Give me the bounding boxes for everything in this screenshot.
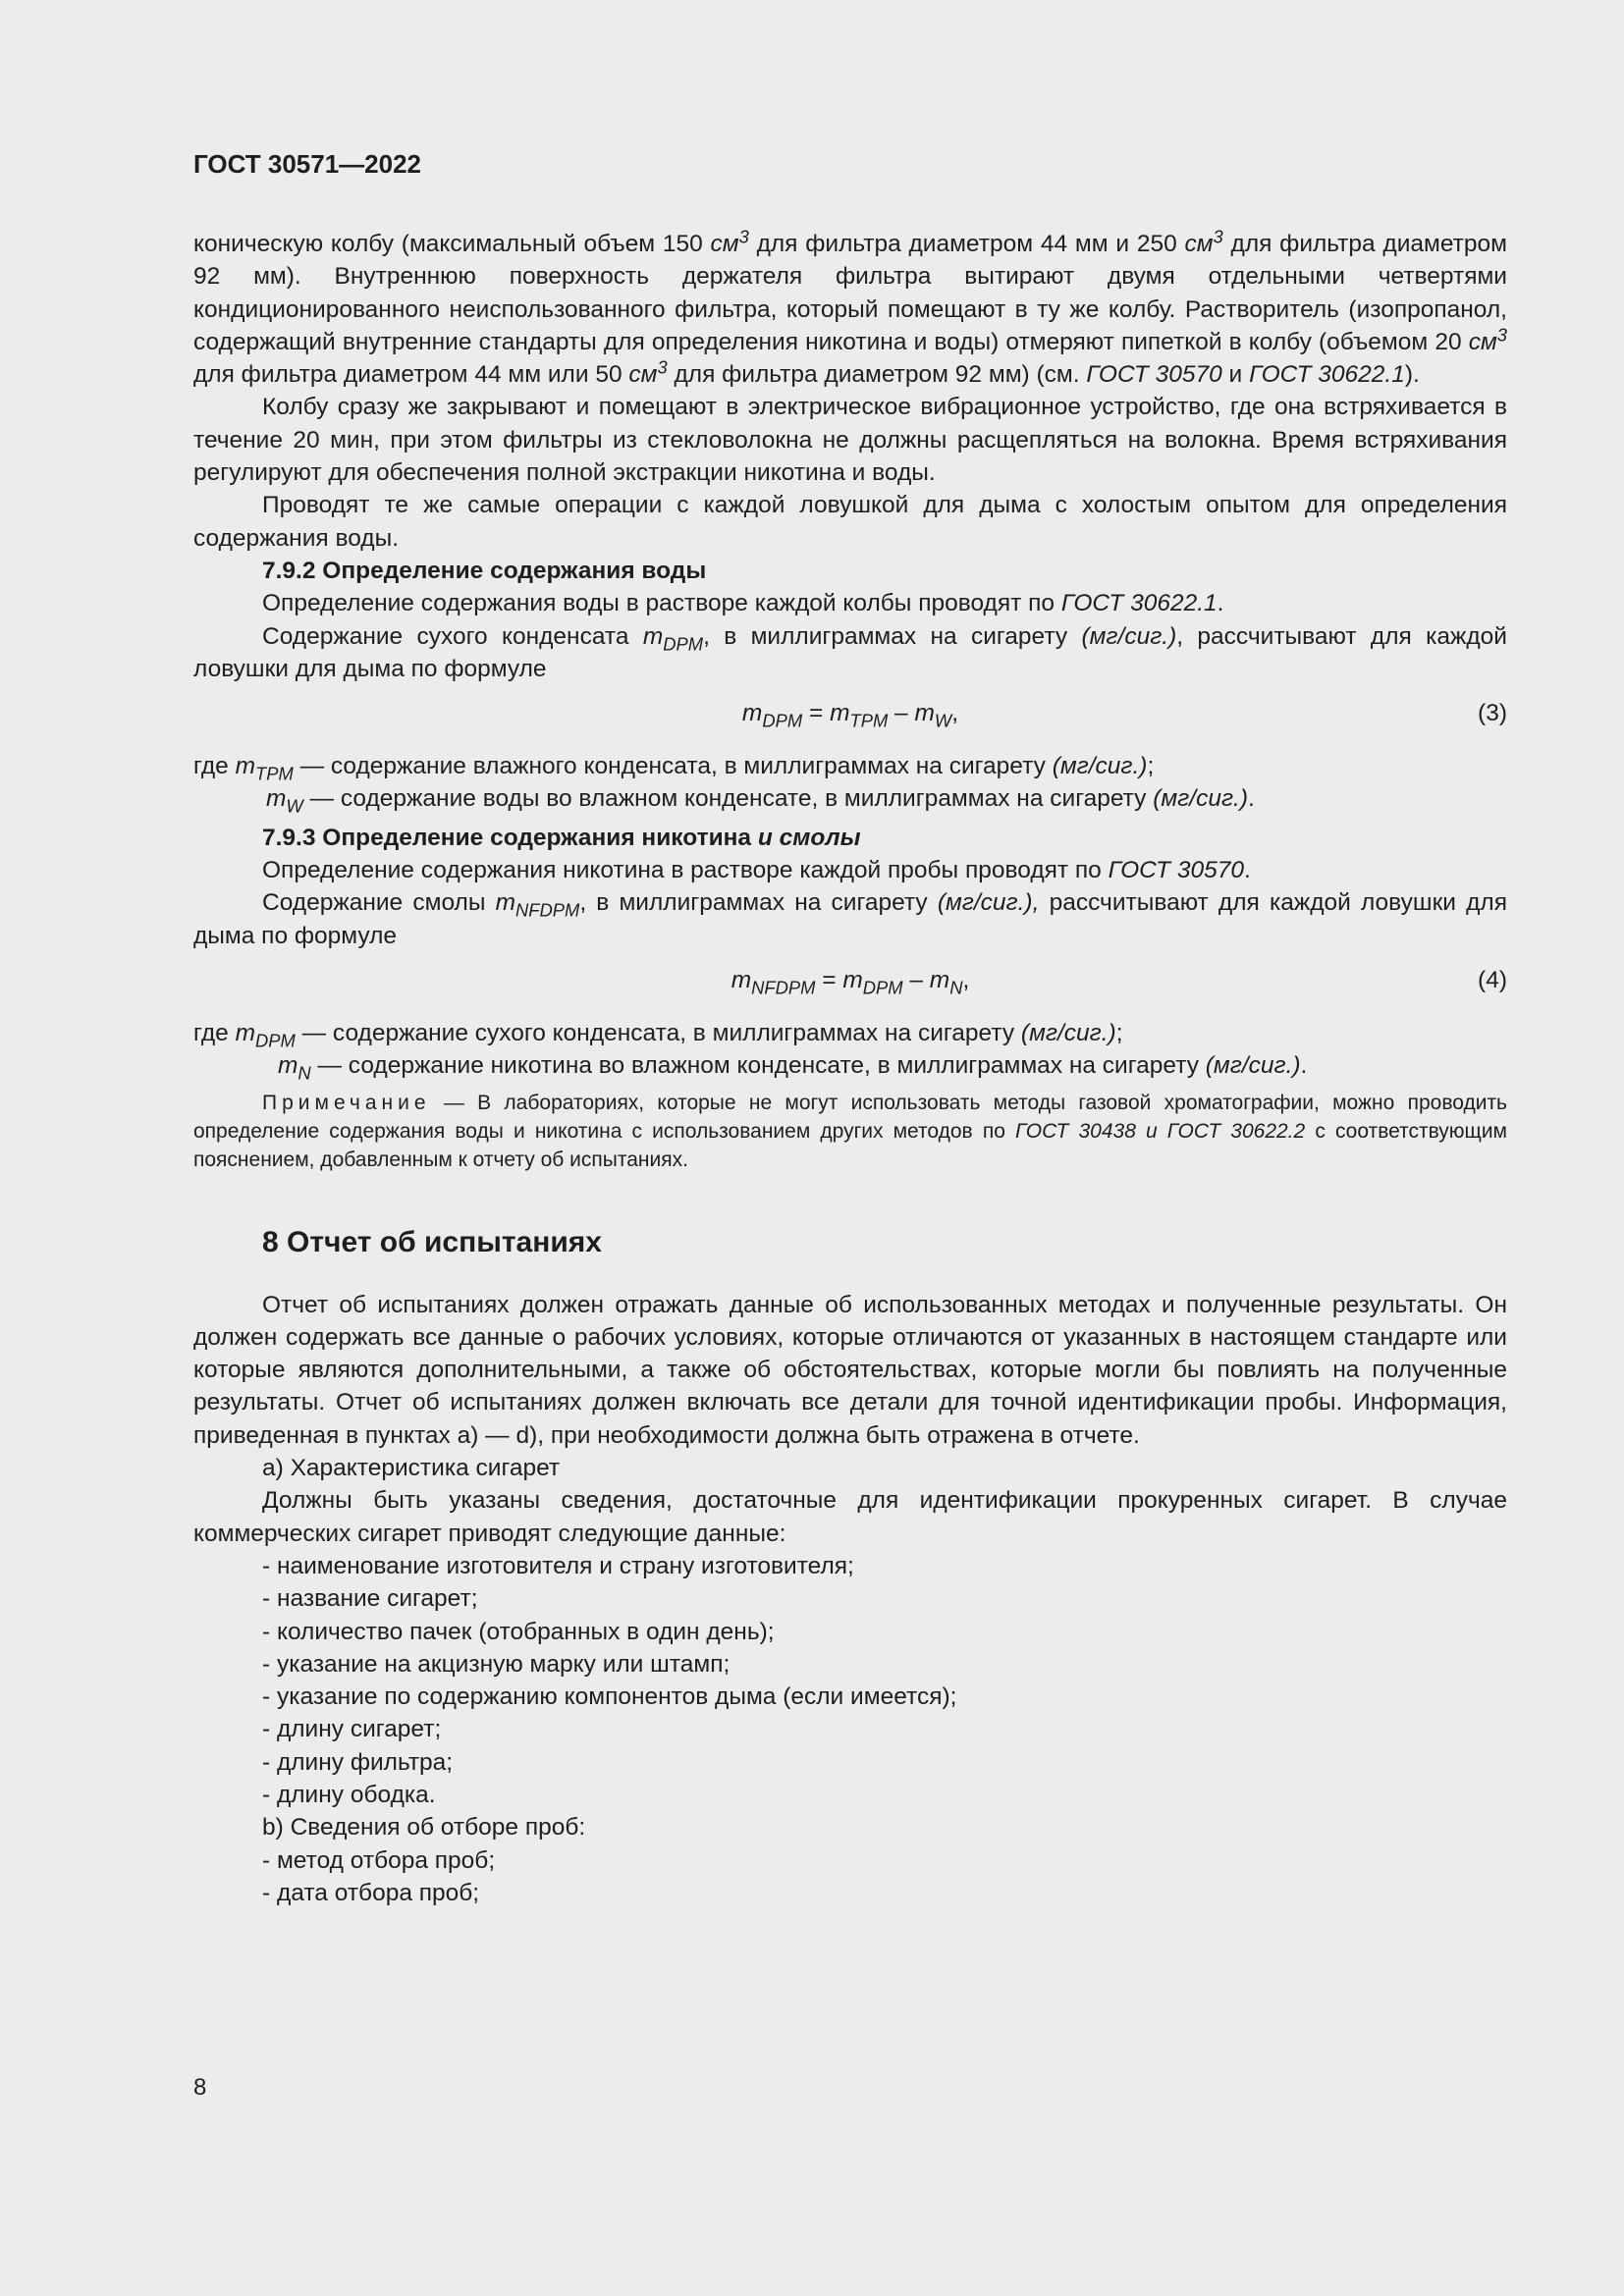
text: коническую колбу (максимальный объем 150: [193, 231, 711, 257]
unit-cm: $см^3$: [628, 356, 668, 389]
text: Содержание сухого конденсата: [262, 622, 643, 650]
paragraph-water-determination: [193, 587, 1507, 619]
formula-legend-line: $m_N$ — содержание никотина во влажном конденсате, в миллиграммах на сигарету (мг/сиг.).: [278, 1052, 1308, 1084]
formula-legend-line: где $m_{TPM}$ — содержание влажного конденсата, в миллиграммах на сигарету (мг/сиг.);: [193, 753, 1155, 784]
unit-cm: $см^3$: [710, 226, 749, 257]
paragraph-blank-run: Проводят те же самые операции с каждой ловушкой для дыма с холостым опытом для определения содержания воды.: [193, 492, 1507, 552]
text: для фильтра диаметром 44 мм и 250: [748, 231, 1185, 257]
page-number: 8: [193, 2074, 207, 2101]
text: и: [1221, 361, 1250, 389]
formula-legend-line: где $m_{DPM}$ — содержание сухого конденсата, в миллиграммах на сигарету (мг/сиг.);: [193, 1019, 1123, 1051]
variable-m-nfdpm: $m_{NFDPM}$: [495, 889, 580, 921]
subsection-heading-7-9-2: 7.9.2 Определение содержания воды: [262, 557, 707, 584]
paragraph-flask: [193, 228, 1507, 391]
text: для фильтра диаметром 92 мм) (см.: [667, 361, 1087, 389]
text: , рассчитывают для каждой ловушки для дыма по формуле: [193, 622, 1507, 682]
gost-reference: ГОСТ 30438 и ГОСТ 30622.2: [1015, 1119, 1306, 1143]
subsection-heading-7-9-3: 7.9.3 Определение содержания никотина и смолы: [262, 824, 861, 851]
paragraph-nicotine-determination: Определение содержания никотина в растворе каждой пробы проводят по ГОСТ 30570.: [262, 857, 1251, 884]
gost-reference: ГОСТ 30622.1: [1249, 361, 1405, 389]
paragraph-dry-condensate: [193, 620, 1507, 686]
paragraph-report: Отчет об испытаниях должен отражать данные об использованных методах и полученные результаты. Он должен содержать все данные о рабочих условиях, которые отличаются от указанных в настоящем стандарте или которые являются дополнительными, а также об обстоятельствах, которые могли бы повлиять на полученные результаты. Отчет об испытаниях должен включать все детали для точной идентификации пробы. Информация, приведенная в пунктах а) — d), при необходимости должна быть отражена в отчете.: [193, 1291, 1507, 1449]
formula-expression: $m_{DPM} = m_{TPM} - m_W$,: [741, 700, 959, 731]
section-heading-8: 8 Отчет об испытаниях: [262, 1225, 602, 1258]
variable-m-dpm: $m_{DPM}$: [642, 622, 704, 654]
unit-cm: $см^3$: [1184, 226, 1223, 257]
list-item: - длину фильтра;: [262, 1748, 454, 1776]
formula-legend-line: $m_W$ — содержание воды во влажном конденсате, в миллиграммах на сигарету (мг/сиг.).: [266, 785, 1255, 817]
list-cigarette-data: [193, 1550, 1507, 1811]
unit-cm: $см^3$: [1468, 324, 1507, 355]
list-item: - дата отбора проб;: [262, 1879, 480, 1906]
note-label: Примечание: [262, 1091, 431, 1114]
list-item: - длину ободка.: [262, 1781, 436, 1808]
list-item: - количество пачек (отобранных в один день);: [262, 1618, 775, 1645]
paragraph-tar-content: Содержание смолы $m_{NFDPM}$, в миллиграммах на сигарету (мг/сиг.), рассчитывают для каждой ловушки для дыма по формуле: [193, 889, 1507, 949]
list-item: - метод отбора проб;: [262, 1846, 496, 1874]
list-sampling-data: [193, 1844, 1507, 1910]
list-item: - указание по содержанию компонентов дыма (если имеется);: [262, 1683, 957, 1711]
text: для фильтра диаметром 92 мм). Внутреннюю поверхность держателя фильтра вытирают двумя отдельными четвертями кондиционированного неиспользованного фильтра, который помещают в ту же колбу. Растворитель (изопропанол, содержащий внутренние стандарты для определения никотина и воды) отмеряют пипеткой в колбу (объемом 20: [193, 231, 1507, 355]
text: .: [1217, 590, 1224, 617]
item-b-heading: b) Сведения об отборе проб:: [262, 1814, 586, 1842]
text: Определение содержания воды в растворе каждой колбы проводят по: [262, 590, 1061, 617]
list-item: - длину сигарет;: [262, 1716, 442, 1743]
gost-reference: ГОСТ 30570: [1108, 857, 1244, 884]
formula-number: (4): [1478, 966, 1507, 993]
list-item: - название сигарет;: [262, 1585, 478, 1613]
gost-reference: ГОСТ 30570: [1086, 361, 1222, 389]
text: ).: [1404, 361, 1420, 389]
unit-mg-per-cig: (мг/сиг.): [1081, 622, 1177, 650]
gost-reference: ГОСТ 30622.1: [1060, 590, 1218, 617]
note: Примечание — В лабораториях, которые не могут использовать методы газовой хроматографии, можно проводить определение содержания воды и никотина с использованием других методов по ГОСТ 30438 и ГОСТ 30622.2 с соответствующим пояснением, добавленным к отчету об испытаниях.: [193, 1091, 1507, 1171]
list-item: - указание на акцизную марку или штамп;: [262, 1650, 731, 1678]
item-a-heading: а) Характеристика сигарет: [262, 1455, 561, 1482]
paragraph-cigarette-info: Должны быть указаны сведения, достаточные для идентификации прокуренных сигарет. В случае коммерческих сигарет приводят следующие данные:: [193, 1487, 1507, 1547]
formula-number: (3): [1478, 700, 1507, 727]
paragraph-shaking: Колбу сразу же закрывают и помещают в электрическое вибрационное устройство, где она встряхивается в течение 20 мин, при этом фильтры из стекловолокна не должны расщепляться на волокна. Время встряхивания регулируют для обеспечения полной экстракции никотина и воды.: [193, 394, 1507, 487]
running-header: ГОСТ 30571—2022: [193, 149, 421, 179]
text: для фильтра диаметром 44 мм или 50: [193, 361, 629, 389]
formula-3: [193, 691, 1507, 740]
unit-mg-per-cig: (мг/сиг.),: [937, 889, 1040, 917]
formula-4: [193, 958, 1507, 1007]
text: , в миллиграммах на сигарету: [703, 622, 1082, 650]
formula-expression: $m_{NFDPM} = m_{DPM} - m_N$,: [731, 966, 970, 998]
list-item: - наименование изготовителя и страну изготовителя;: [262, 1552, 854, 1579]
document-page: [193, 147, 1507, 1909]
